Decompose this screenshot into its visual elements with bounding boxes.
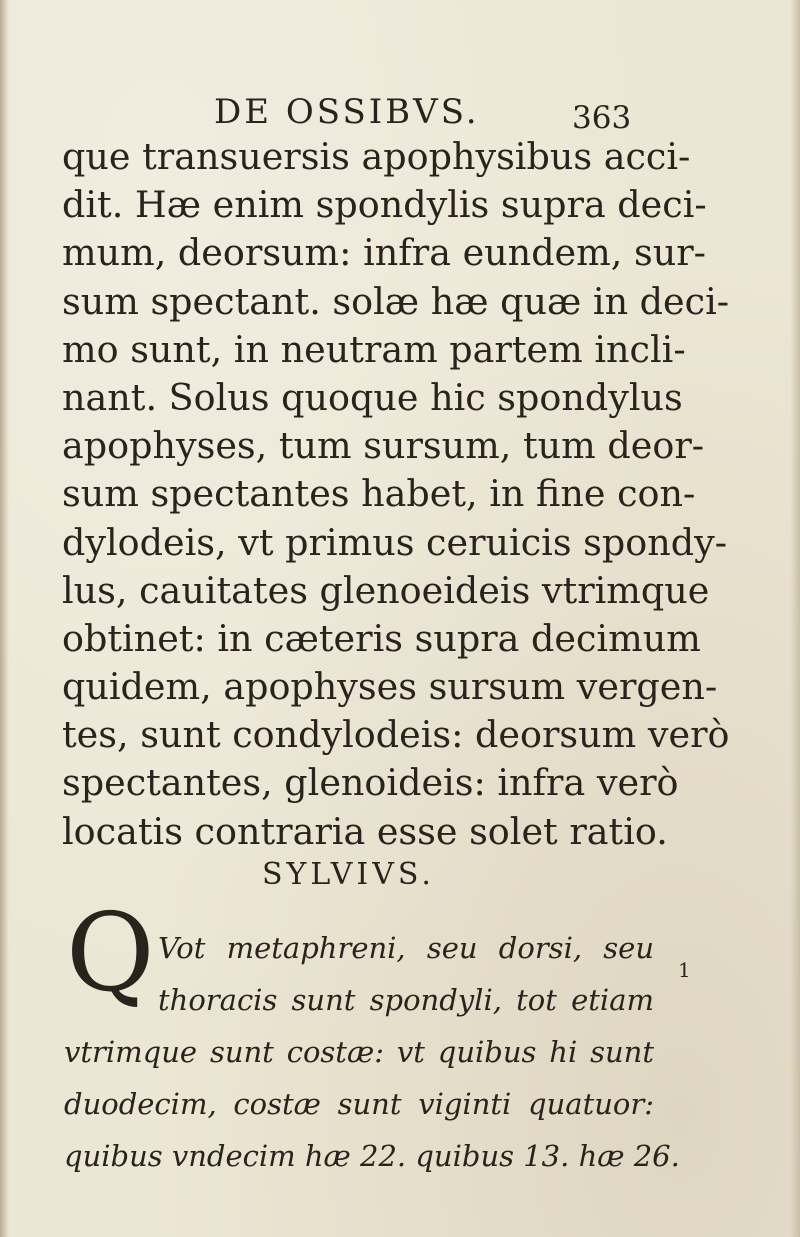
commentary-line: thoracis sunt spondyli, tot etiam bbox=[158, 983, 654, 1017]
text-line: quidem, apophyses sursum vergen- bbox=[62, 665, 718, 709]
text-line: sum spectant. solæ hæ quæ in deci- bbox=[62, 279, 730, 323]
text-line: apophyses, tum sursum, tum deor- bbox=[62, 424, 705, 468]
text-line: spectantes, glenoideis: infra verò bbox=[62, 761, 679, 805]
page-edge-right bbox=[790, 0, 800, 1237]
text-line: lus, cauitates glenoeideis vtrimque bbox=[62, 568, 710, 612]
commentary-line: vtrimque sunt costæ: vt quibus hi sunt bbox=[64, 1035, 654, 1069]
commentary-line: Vot metaphreni, seu dorsi, seu bbox=[158, 931, 654, 965]
page-number: 363 bbox=[572, 100, 632, 136]
running-head: DE OSSIBVS. bbox=[214, 92, 480, 132]
text-line: tes, sunt condylodeis: deorsum verò bbox=[62, 713, 730, 757]
body-text bbox=[62, 133, 730, 856]
text-line: obtinet: in cæteris supra decimum bbox=[62, 616, 701, 660]
drop-cap: Q bbox=[66, 891, 155, 1016]
commentary-line: quibus vndecim hæ 22. quibus 13. hæ 26. bbox=[64, 1139, 680, 1173]
commentary-text bbox=[64, 922, 680, 1182]
text-line: nant. Solus quoque hic spondylus bbox=[62, 375, 683, 419]
text-line: mum, deorsum: infra eundem, sur- bbox=[62, 231, 706, 275]
text-line: dylodeis, vt primus ceruicis spondy- bbox=[62, 520, 728, 564]
text-line: dit. Hæ enim spondylis supra deci- bbox=[62, 183, 707, 227]
text-line: sum spectantes habet, in fine con- bbox=[62, 472, 696, 516]
commentary-line: duodecim, costæ sunt viginti quatuor: bbox=[64, 1087, 654, 1121]
text-line: que transuersis apophysibus acci- bbox=[62, 135, 691, 178]
text-line: mo sunt, in neutram partem incli- bbox=[62, 327, 686, 371]
page-edge-left bbox=[0, 0, 9, 1237]
section-heading: SYLVIVS. bbox=[262, 857, 435, 892]
text-line: locatis contraria esse solet ratio. bbox=[62, 809, 668, 853]
margin-note: 1 bbox=[678, 958, 691, 982]
